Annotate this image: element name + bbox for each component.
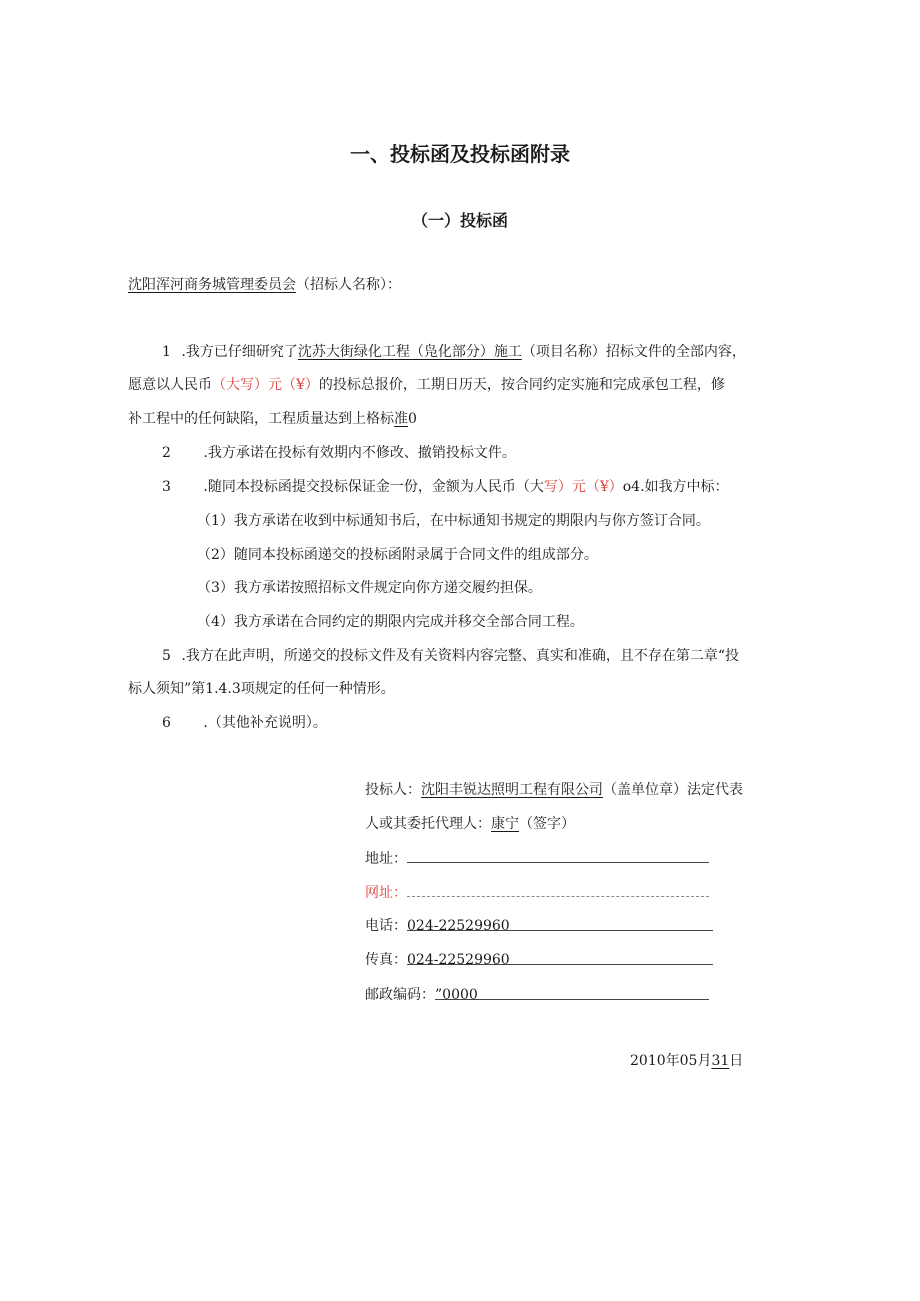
item6 — [162, 713, 327, 733]
date-year-month: 2010年05月 — [630, 1053, 712, 1069]
item5-number: 5 — [162, 648, 171, 664]
addressee-name: 沈阳浑河商务城管理委员会 — [128, 277, 296, 293]
address-blank — [407, 848, 709, 863]
section-subtitle: （一）投标函 — [411, 211, 508, 230]
item1-text-pre: .我方已仔细研究了 — [181, 344, 298, 360]
item1-line3-a: 补工程中的任何缺陷，工程质量达到上格标 — [128, 411, 394, 427]
postal-blank — [435, 985, 709, 1003]
item5-line2: 标人须知”第1.4.3项规定的任何一种情形。 — [128, 681, 395, 697]
sub-item-4: （4）我方承诺在合同约定的期限内完成并移交全部合同工程。 — [197, 614, 584, 630]
bidder-line — [365, 780, 743, 800]
postal-field — [365, 985, 709, 1005]
item2-number: 2 — [162, 445, 171, 461]
item3-number: 3 — [162, 479, 171, 495]
fax-field — [365, 950, 713, 970]
item5-line1 — [162, 646, 739, 666]
representative-name: 康宁 — [491, 816, 519, 832]
item3 — [162, 477, 729, 497]
item1-line3-b: 0 — [408, 411, 417, 427]
item1-number: 1 — [162, 344, 171, 360]
date-day: 31 — [711, 1053, 730, 1069]
item5-text-1: .我方在此声明，所递交的投标文件及有关资料内容完整、真实和准确，且不存在第二章“投 — [181, 648, 739, 664]
fax-value: 024-22529960 — [407, 952, 510, 968]
bidder-label: 投标人： — [365, 782, 421, 798]
sub-item-1: （1）我方承诺在收到中标通知书后，在中标通知书规定的期限内与你方签订合同。 — [197, 513, 710, 529]
price-blank: （大写）元（¥） — [212, 377, 319, 393]
phone-value: 024-22529960 — [407, 918, 510, 934]
addressee-line — [128, 275, 401, 295]
phone-field — [365, 916, 713, 936]
project-name: 沈苏大街绿化工程（凫化部分）施工 — [297, 344, 522, 360]
bidder-suffix: （盖单位章）法定代表 — [603, 782, 743, 798]
representative-suffix: （签字） — [519, 816, 575, 832]
sub-item-2: （2）随同本投标函递交的投标函附录属于合同文件的组成部分。 — [197, 547, 598, 563]
item2-text: .我方承诺在投标有效期内不修改、撤销投标文件。 — [203, 445, 516, 461]
date-line — [630, 1051, 743, 1071]
address-field — [365, 848, 709, 869]
document-title: 一、投标函及投标函附录 — [350, 142, 570, 166]
date-suffix: 日 — [729, 1053, 744, 1069]
website-field — [365, 882, 709, 903]
item2 — [162, 443, 516, 463]
sub-item-3: （3）我方承诺按照招标文件规定向你方递交履约担保。 — [197, 580, 542, 596]
item6-text: .（其他补充说明）。 — [203, 715, 327, 731]
fax-label: 传真： — [365, 952, 407, 968]
item1-line2 — [128, 375, 725, 395]
deposit-blank: 写）元（¥） — [543, 479, 623, 495]
address-label: 地址： — [365, 851, 407, 867]
item6-number: 6 — [162, 715, 171, 731]
item1-line1 — [162, 342, 746, 362]
representative-line — [365, 814, 575, 834]
item1-text-post: （项目名称）招标文件的全部内容， — [521, 344, 746, 360]
fax-blank — [407, 950, 713, 968]
website-blank — [407, 882, 709, 897]
item1-line2-b: 的投标总报价，工期日历天，按合同约定实施和完成承包工程，修 — [318, 377, 725, 393]
postal-value: ”0000 — [435, 987, 478, 1003]
addressee-suffix: （招标人名称）： — [296, 277, 401, 293]
phone-label: 电话： — [365, 918, 407, 934]
item1-line2-a: 愿意以人民币 — [128, 377, 212, 393]
website-label: 网址： — [365, 885, 407, 901]
phone-blank — [407, 916, 713, 934]
item1-line3-u: 准 — [394, 411, 408, 427]
item3-text-post: o4.如我方中标： — [622, 479, 729, 495]
bidder-name: 沈阳丰锐达照明工程有限公司 — [421, 782, 603, 798]
item3-text-pre: .随同本投标函提交投标保证金一份，金额为人民币（大 — [203, 479, 544, 495]
postal-label: 邮政编码： — [365, 987, 435, 1003]
representative-label: 人或其委托代理人： — [365, 816, 491, 832]
item1-line3 — [128, 409, 417, 429]
